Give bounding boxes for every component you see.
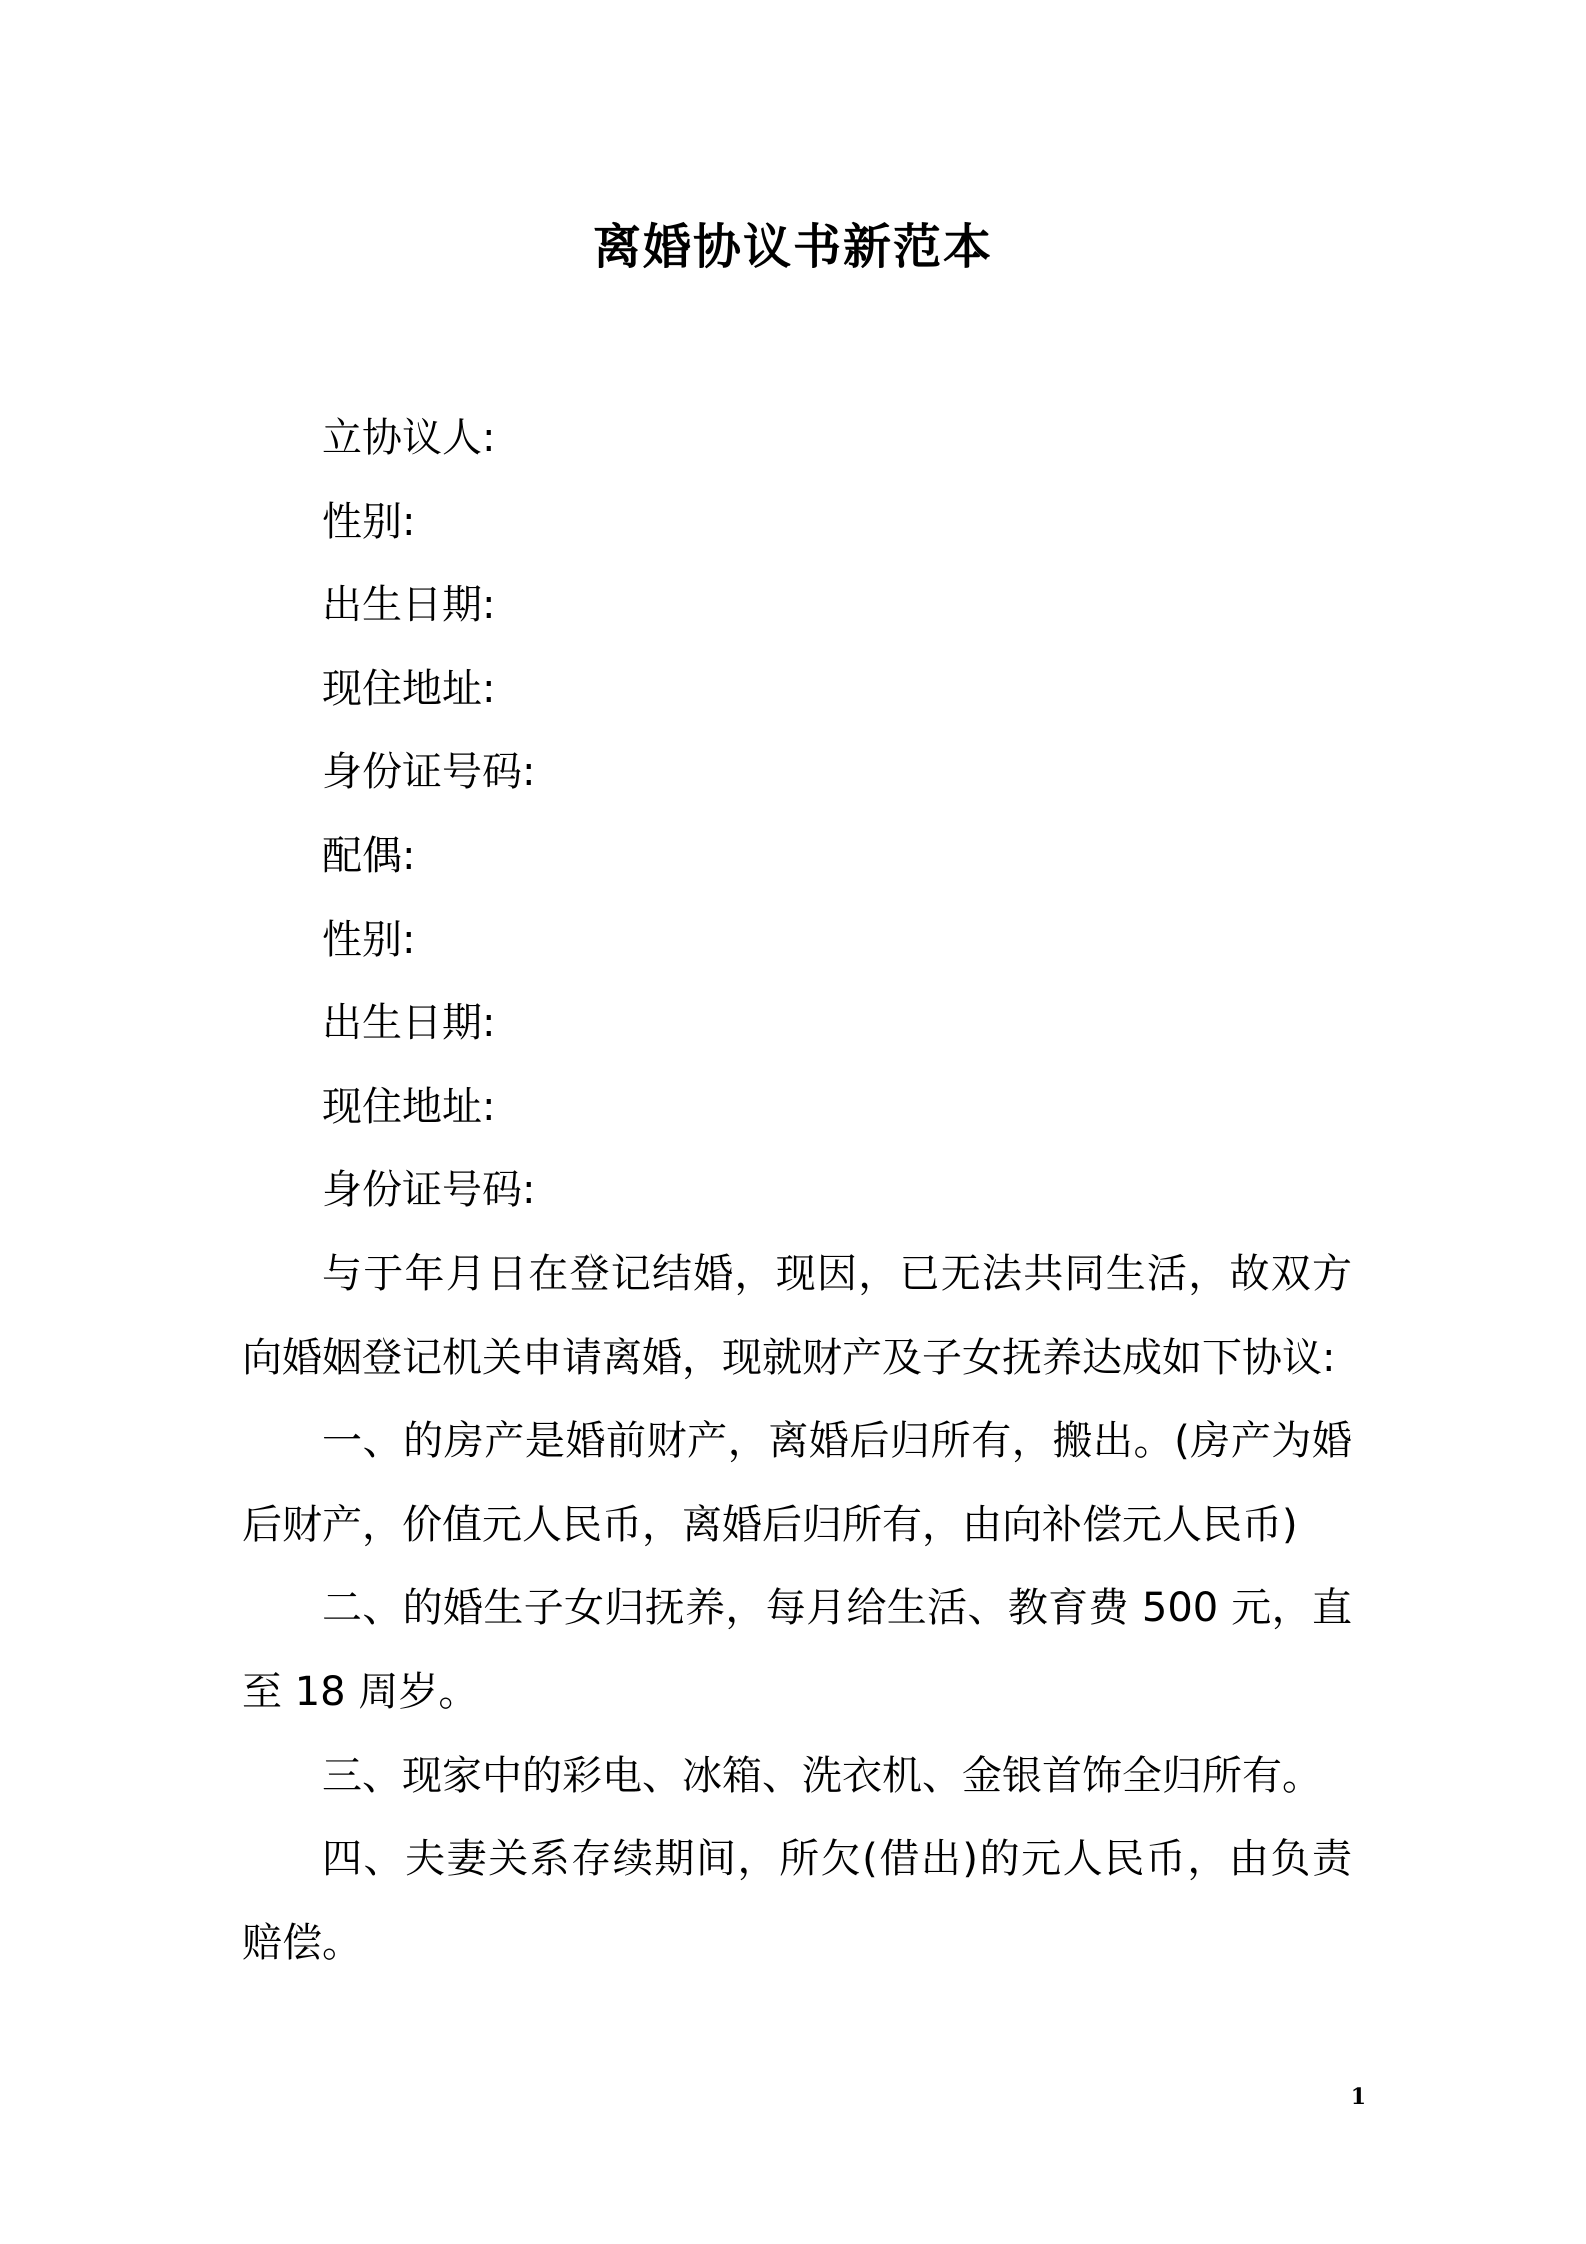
field-spouse-birthdate: 出生日期: [322,1000,496,1047]
page-number: 1 [1350,2084,1366,2110]
field-party-id-number: 身份证号码: [322,749,536,796]
field-party-birthdate: 出生日期: [322,582,496,629]
document-title: 离婚协议书新范本 [592,219,993,275]
field-spouse-address: 现住地址: [322,1083,496,1130]
paragraph-clause-3: 三、现家中的彩电、冰箱、洗衣机、金银首饰全归所有。 [322,1752,1322,1799]
field-spouse-gender: 性别: [322,916,416,963]
field-party-gender: 性别: [322,498,416,545]
field-spouse-name: 配偶: [322,832,416,879]
paragraph-intro: 与于年月日在登记结婚，现因，已无法共同生活，故双方向婚姻登记机关申请离婚，现就财产及子女抚养达成如下协议: [242,1250,1352,1381]
field-spouse-id-number: 身份证号码: [322,1167,536,1214]
document-body [242,397,1352,1985]
field-party-address: 现住地址: [322,665,496,712]
paragraph-clause-2: 二、的婚生子女归抚养，每月给生活、教育费 500 元，直至 18 周岁。 [242,1585,1352,1715]
paragraph-clause-1: 一、的房产是婚前财产，离婚后归所有，搬出。(房产为婚后财产，价值元人民币，离婚后归所有，由向补偿元人民币) [242,1418,1352,1548]
field-party-name: 立协议人: [322,415,496,461]
paragraph-clause-4: 四、夫妻关系存续期间，所欠(借出)的元人民币，由负责赔偿。 [242,1836,1352,1966]
